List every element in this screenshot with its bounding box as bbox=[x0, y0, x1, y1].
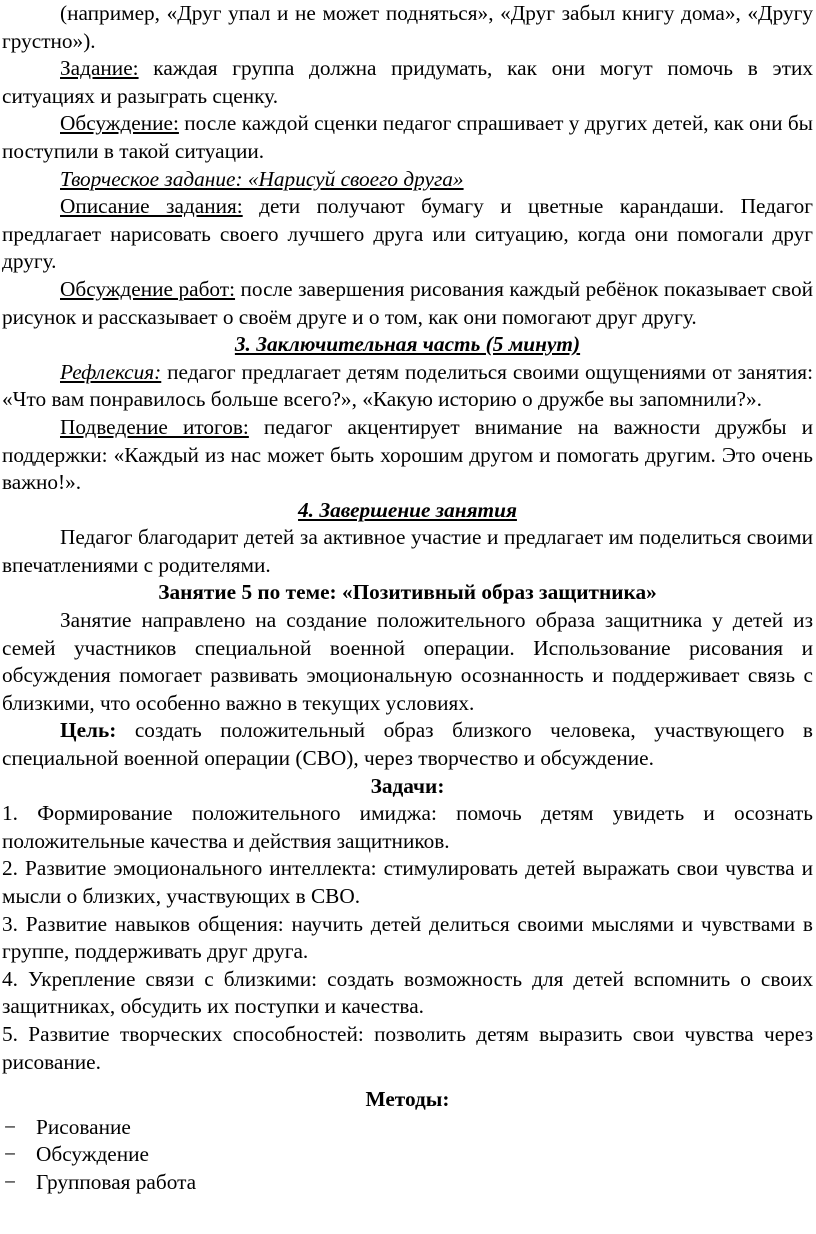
tasks-heading-text: Задачи: bbox=[370, 773, 445, 798]
reflection-label: Рефлексия: bbox=[60, 359, 162, 384]
lesson-title bbox=[2, 579, 813, 607]
task-description-label: Описание задания: bbox=[60, 194, 243, 219]
reflection-text: педагог предлагает детям поделиться своими ощущениями от занятия: «Что вам понравилось больше всего?», «Какую историю о дружбе вы запомнили?». bbox=[2, 359, 813, 412]
task-item bbox=[2, 1021, 813, 1076]
method-item bbox=[2, 1169, 813, 1197]
creative-task-heading: Творческое задание: «Нарисуй своего друга» bbox=[60, 166, 464, 191]
task-item bbox=[2, 800, 813, 855]
discussion-label: Обсуждение: bbox=[60, 111, 179, 136]
dash-bullet-icon: − bbox=[4, 1142, 17, 1167]
task-item bbox=[2, 911, 813, 966]
paragraph-text: (например, «Друг упал и не может подняться», «Друг забыл книгу дома», «Другу грустно»). bbox=[2, 1, 813, 53]
paragraph-task bbox=[2, 55, 813, 110]
paragraph-lesson-intro bbox=[2, 607, 813, 717]
method-item-text: Обсуждение bbox=[36, 1142, 150, 1167]
lesson-intro-text: Занятие направлено на создание положительного образа защитника у детей из семей участников специальной военной операции. Использование рисования и обсуждения помогает развивать эмоциональную осознанность и поддерживает связь с близкими, что особенно важно в текущих условиях. bbox=[2, 608, 813, 715]
paragraph-goal bbox=[2, 717, 813, 772]
methods-heading-text: Методы: bbox=[365, 1087, 450, 1112]
lesson-heading: Занятие 5 по теме: «Позитивный образ защитника» bbox=[158, 580, 657, 605]
goal-text: создать положительный образ близкого человека, участвующего в специальной военной операции (СВО), через творчество и обсуждение. bbox=[2, 718, 813, 771]
dash-bullet-icon: − bbox=[4, 1169, 17, 1194]
paragraph-reflection bbox=[2, 359, 813, 414]
works-discussion-text: после завершения рисования каждый ребёнок показывает свой рисунок и рассказывает о своём друге и о том, как они помогают друг другу. bbox=[2, 276, 814, 329]
method-item-text: Рисование bbox=[36, 1114, 131, 1139]
task-text: каждая группа должна придумать, как они могут помочь в этих ситуациях и разыграть сценку. bbox=[2, 56, 813, 108]
section-heading-final bbox=[2, 331, 813, 359]
paragraph-task-description bbox=[2, 193, 813, 276]
final-part-heading: 3. Заключительная часть (5 минут) bbox=[234, 332, 581, 357]
paragraph-discussion bbox=[2, 110, 813, 165]
task-description-text: дети получают бумагу и цветные карандаши. Педагог предлагает нарисовать своего лучшего друга или ситуацию, когда они помогали друг другу. bbox=[2, 194, 813, 274]
section-heading-ending bbox=[2, 497, 813, 525]
tasks-heading bbox=[2, 773, 813, 801]
task-item bbox=[2, 966, 813, 1021]
task-item-text: 3. Развитие навыков общения: научить детей делиться своими мыслями и чувствами в группе, поддерживать друг друга. bbox=[2, 911, 813, 964]
paragraph-thanks bbox=[2, 524, 813, 579]
task-label: Задание: bbox=[60, 56, 139, 81]
paragraph-summary bbox=[2, 414, 813, 497]
methods-list bbox=[2, 1114, 813, 1197]
method-item-text: Групповая работа bbox=[36, 1169, 197, 1194]
thanks-text: Педагог благодарит детей за активное участие и предлагает им поделиться своими впечатлениями с родителями. bbox=[2, 525, 813, 577]
goal-label: Цель: bbox=[60, 718, 117, 743]
summary-label: Подведение итогов: bbox=[60, 414, 249, 439]
task-item bbox=[2, 855, 813, 910]
task-item-text: 5. Развитие творческих способностей: позволить детям выразить свои чувства через рисование. bbox=[2, 1021, 813, 1074]
summary-text: педагог акцентирует внимание на важности дружбы и поддержки: «Каждый из нас может быть хорошим другом и помогать другим. Это очень важно!». bbox=[2, 414, 813, 495]
ending-heading: 4. Завершение занятия bbox=[298, 497, 517, 522]
paragraph-works-discussion bbox=[2, 276, 813, 331]
task-item-text: 2. Развитие эмоционального интеллекта: стимулировать детей выражать свои чувства и мысли о близких, участвующих в СВО. bbox=[2, 856, 813, 908]
method-item bbox=[2, 1114, 813, 1142]
paragraph-examples bbox=[2, 0, 813, 55]
creative-task-title bbox=[2, 166, 813, 194]
task-item-text: 1. Формирование положительного имиджа: помочь детям увидеть и осознать положительные качества и действия защитников. bbox=[2, 801, 813, 853]
task-item-text: 4. Укрепление связи с близкими: создать возможность для детей вспомнить о своих защитниках, обсудить их поступки и качества. bbox=[2, 966, 813, 1019]
works-discussion-label: Обсуждение работ: bbox=[60, 276, 236, 301]
discussion-text: после каждой сценки педагог спрашивает у других детей, как они бы поступили в такой ситуации. bbox=[2, 111, 813, 163]
method-item bbox=[2, 1141, 813, 1169]
dash-bullet-icon: − bbox=[4, 1114, 17, 1139]
methods-heading bbox=[2, 1086, 813, 1114]
